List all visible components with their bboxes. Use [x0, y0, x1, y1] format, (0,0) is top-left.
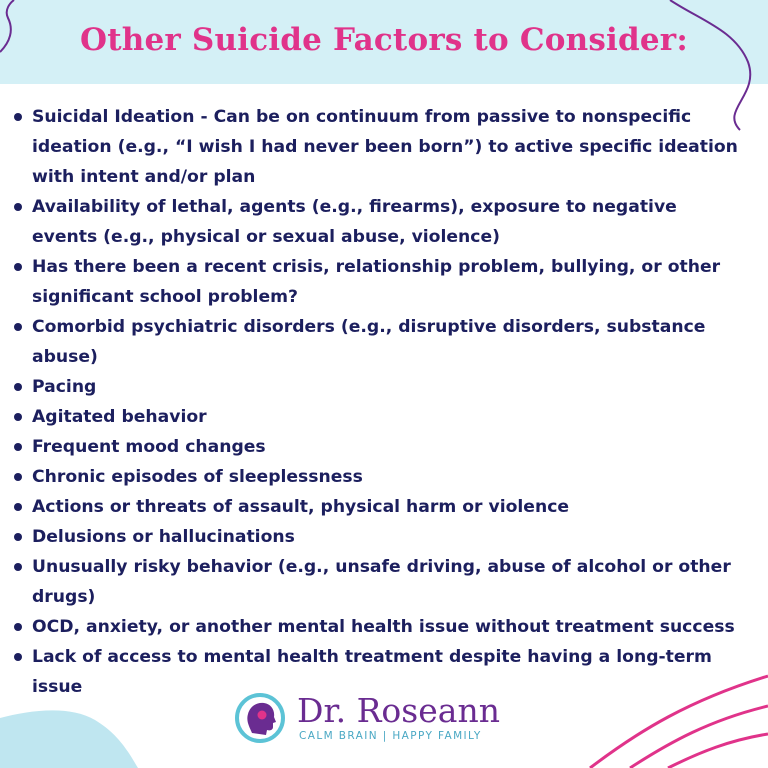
bullet-icon: [14, 203, 22, 211]
bullet-icon: [14, 263, 22, 271]
list-item: [12, 612, 747, 642]
bottom-left-blob: [0, 710, 138, 768]
list-item: [12, 552, 747, 612]
list-item-text: Delusions or hallucinations: [32, 527, 295, 547]
list-item-text: Actions or threats of assault, physical harm or violence: [32, 497, 570, 517]
list-item-text: Lack of access to mental health treatment despite having a long-term issue: [32, 647, 712, 697]
bullet-icon: [14, 533, 22, 541]
bullet-icon: [14, 443, 22, 451]
list-item: [12, 522, 747, 552]
list-item: [12, 492, 747, 522]
list-item-text: OCD, anxiety, or another mental health issue without treatment success: [32, 617, 735, 637]
bottom-right-wave-3: [668, 734, 768, 768]
list-item-text: Agitated behavior: [32, 407, 207, 427]
list-item: [12, 402, 747, 432]
bullet-icon: [14, 413, 22, 421]
brand-tagline: CALM BRAIN | HAPPY FAMILY: [299, 730, 482, 742]
page-title: Other Suicide Factors to Consider:: [80, 22, 688, 58]
list-item-text: Has there been a recent crisis, relationship problem, bullying, or other significant school problem?: [32, 257, 721, 307]
list-item-text: Frequent mood changes: [32, 437, 266, 457]
list-item: [12, 372, 747, 402]
list-item-text: Comorbid psychiatric disorders (e.g., disruptive disorders, substance abuse): [32, 317, 706, 367]
list-item: [12, 462, 747, 492]
list-item: [12, 252, 747, 312]
bullet-icon: [14, 383, 22, 391]
list-item: [12, 102, 747, 192]
bullet-icon: [14, 503, 22, 511]
brand-name: Dr. Roseann: [297, 691, 500, 730]
list-item-text: Chronic episodes of sleeplessness: [32, 467, 363, 487]
bullet-icon: [14, 113, 22, 121]
list-item: [12, 192, 747, 252]
list-item-text: Pacing: [32, 377, 97, 397]
list-item-text: Unusually risky behavior (e.g., unsafe driving, abuse of alcohol or other drugs): [32, 557, 731, 607]
bottom-right-wave-2: [630, 706, 768, 768]
list-item-text: Availability of lethal, agents (e.g., firearms), exposure to negative events (e.g., physical or sexual abuse, violence): [32, 197, 677, 247]
bullet-icon: [14, 653, 22, 661]
list-item-text: Suicidal Ideation - Can be on continuum from passive to nonspecific ideation (e.g., “I wish I had never been born”) to active specific ideation with intent and/or plan: [32, 107, 738, 187]
bullet-icon: [14, 323, 22, 331]
bullet-icon: [14, 563, 22, 571]
bullet-icon: [14, 473, 22, 481]
factor-list: [12, 102, 747, 702]
brand-logo: [233, 690, 523, 750]
list-item: [12, 312, 747, 372]
bullet-icon: [14, 623, 22, 631]
list-item: [12, 432, 747, 462]
head-profile-icon: [235, 693, 285, 743]
